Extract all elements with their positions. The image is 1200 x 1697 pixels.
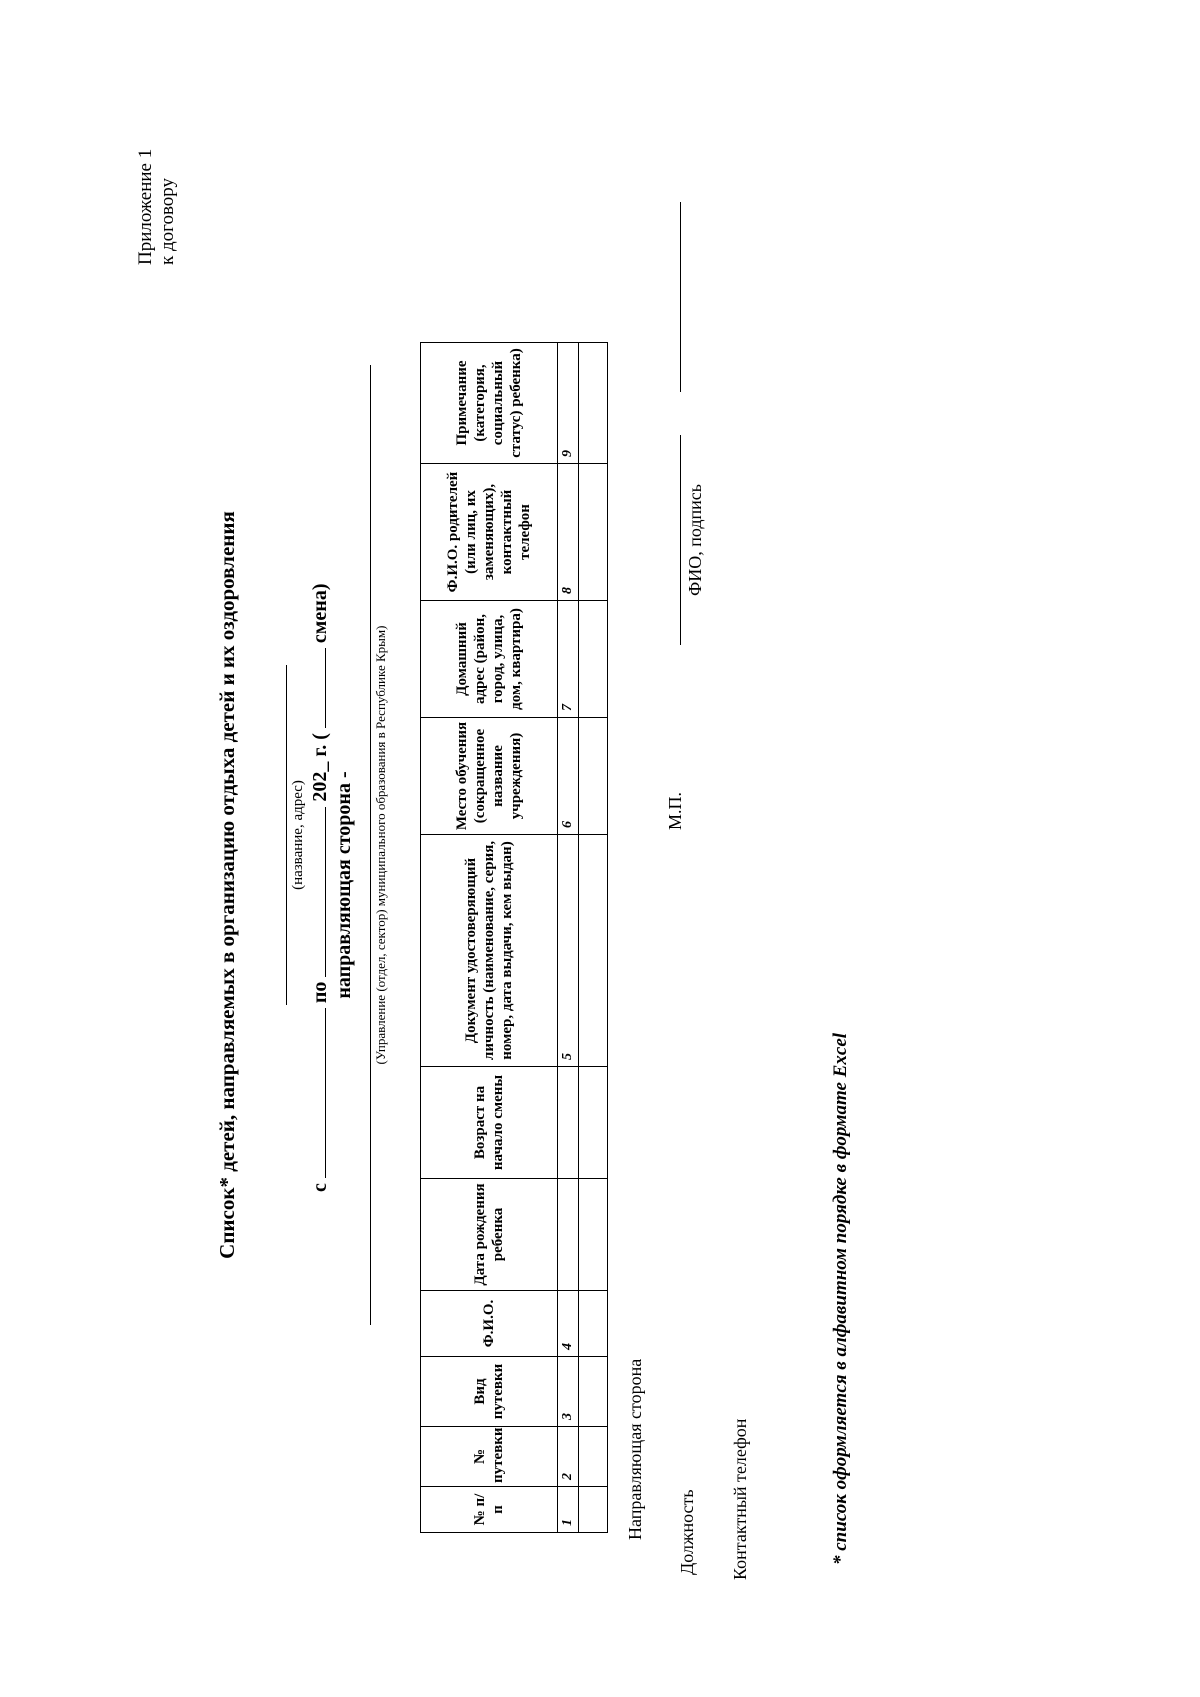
header-cell: Вид путевки (421, 1357, 558, 1427)
empty-cell (579, 464, 608, 601)
period-from-blank (307, 1008, 326, 1178)
sender-caption: (Управление (отдел, сектор) муниципального образования в Республике Крым) (373, 625, 388, 1065)
period-shift-label: смена) (309, 583, 331, 644)
signature-line-2 (680, 202, 681, 392)
empty-cell (579, 343, 608, 464)
period-from-label: с (309, 1183, 331, 1192)
appendix-line-2: к договору (157, 177, 178, 265)
table-header-row (421, 343, 558, 1533)
footnote: * список оформляется в алфавитном порядке в формате Excel (830, 1032, 851, 1565)
period-to-label: по (309, 981, 331, 1004)
period-year-label: 202_ г. ( (309, 733, 331, 802)
empty-cell (579, 718, 608, 835)
document-title: Список* детей, направляемых в организацию отдыха детей и их оздоровления (215, 511, 239, 1259)
organization-caption: (название, адрес) (290, 780, 306, 890)
sender-blank-line (370, 365, 371, 1325)
header-cell: Ф.И.О. родителей (или лиц, их заменяющих), контактный телефон (421, 464, 558, 601)
document-sheet (40, 45, 1160, 1645)
column-number-cell: 7 (558, 601, 579, 718)
header-cell: Ф.И.О. (421, 1291, 558, 1357)
appendix-line-1: Приложение 1 (135, 148, 156, 265)
empty-row (579, 343, 608, 1533)
column-number-cell: 2 (558, 1427, 579, 1487)
empty-cell (579, 1487, 608, 1533)
empty-cell (579, 1427, 608, 1487)
column-number-cell: 4 (558, 1291, 579, 1357)
header-cell: № п/п (421, 1487, 558, 1533)
column-number-cell: 1 (558, 1487, 579, 1533)
empty-cell (579, 1357, 608, 1427)
column-number-cell (558, 1179, 579, 1291)
empty-cell (579, 601, 608, 718)
header-cell: Документ удостоверяющий личность (наименование, серия, номер, дата выдачи, кем выдан) (421, 835, 558, 1067)
period-line (307, 305, 332, 1465)
header-cell: Примечание (категория, социальный статус) ребенка) (421, 343, 558, 464)
shift-blank (307, 648, 326, 728)
column-number-cell: 3 (558, 1357, 579, 1427)
organization-blank-line (286, 665, 287, 1005)
period-to-blank (307, 807, 326, 977)
column-number-cell: 9 (558, 343, 579, 464)
children-list-table (420, 342, 608, 1533)
header-cell: Возраст на начало смены (421, 1067, 558, 1179)
header-cell: Дата рождения ребенка (421, 1179, 558, 1291)
header-cell: Место обучения (сокращенное название учреждения) (421, 718, 558, 835)
stamp-label: М.П. (665, 791, 685, 830)
empty-cell (579, 1291, 608, 1357)
column-number-cell: 8 (558, 464, 579, 601)
column-number-cell: 6 (558, 718, 579, 835)
sender-line: направляющая сторона - (333, 771, 355, 999)
header-cell: Домашний адрес (район, город, улица, дом, квартира) (421, 601, 558, 718)
empty-cell (579, 835, 608, 1067)
signature-line (680, 435, 681, 645)
empty-cell (579, 1067, 608, 1179)
column-number-cell (558, 1067, 579, 1179)
sending-party-label: Направляющая сторона (625, 1358, 645, 1540)
signature-caption: ФИО, подпись (685, 484, 705, 596)
column-number-cell: 5 (558, 835, 579, 1067)
header-cell: № путевки (421, 1427, 558, 1487)
position-label: Должность (677, 1489, 697, 1575)
empty-cell (579, 1179, 608, 1291)
appendix-note (135, 149, 179, 265)
phone-label: Контактный телефон (730, 1418, 750, 1580)
column-number-row (558, 343, 579, 1533)
